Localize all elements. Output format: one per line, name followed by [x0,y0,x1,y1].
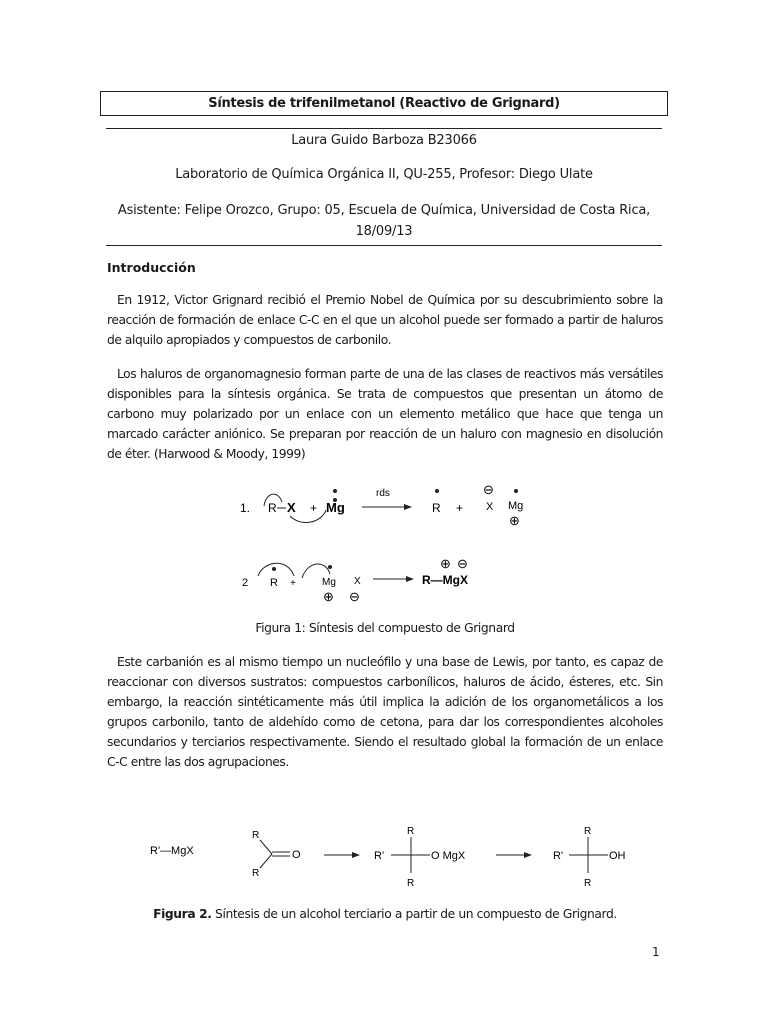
grignard-reagent: R'—MgX [150,845,194,857]
figure-1-mechanism [230,478,550,608]
page-number: 1 [652,945,660,959]
paragraph-1: En 1912, Victor Grignard recibió el Premio Nobel de Química por su descubrimiento sobre la reacción de formación de enlace C-C en el que un alcohol puede ser formado a partir de haluros de alquilo apropiados y compuestos de carbonilo. [107,293,663,347]
radical-dot [435,489,439,493]
figure-2-label: Figura 2. [153,907,212,921]
assistant-line: Asistente: Felipe Orozco, Grupo: 05, Escuela de Química, Universidad de Costa Rica, [117,203,651,218]
alcohol-r-prime: R' [553,850,564,862]
bond [260,854,272,868]
rds-label: rds [376,488,390,499]
figure-1-caption: Figura 1: Síntesis del compuesto de Grignard [255,621,515,635]
alkoxide-r-top: R [407,826,415,837]
step2-mg: Mg [322,577,336,588]
arrowhead [524,852,532,858]
step2-x: X [354,576,361,587]
curved-arrow-3 [258,563,294,576]
grignard-product: R—MgX [422,573,468,587]
top-rule [106,128,662,129]
figure-2-caption-text: Figura 2. Síntesis de un alcohol terciario a partir de un compuesto de Grignard. [153,907,617,921]
minus-charge: ⊖ [483,482,494,497]
plus-charge: ⊕ [509,513,520,528]
author-line: Laura Guido Barboza B23066 [291,133,477,148]
alcohol-r-bottom: R [584,878,592,889]
alcohol-r-top: R [584,826,592,837]
radical-dot [514,489,518,493]
alcohol-oh: OH [609,850,626,862]
carbonyl-o: O [292,849,301,861]
step1-plus: + [310,501,318,515]
step1-mg: Mg [326,500,345,515]
step2-plus-charge: ⊕ [323,589,334,604]
step1-plus-2: + [456,501,464,515]
step1-r-product: R [432,501,441,515]
alkoxide-omgx: O MgX [431,850,466,862]
step-2-number: 2 [242,577,249,589]
bottom-rule [106,245,662,246]
step2-r: R [270,577,278,589]
curved-arrow-4 [302,564,330,578]
product-minus-charge: ⊖ [457,556,468,571]
step1-x: X [287,500,296,515]
figure-2-scheme [148,820,628,892]
step1-r: R [268,501,277,515]
radical-dot [333,489,337,493]
course-line: Laboratorio de Química Orgánica II, QU-255, Profesor: Diego Ulate [175,167,593,182]
paragraph-3: Este carbanión es al mismo tiempo un nucleófilo y una base de Lewis, por tanto, es capaz de reaccionar con diversos sustratos: compuestos carbonílicos, haluros de ácido, ésteres, etc. Sin embargo, la reacción sintéticamente más útil implica la adición de los organometálicos a los grupos carbonilo, tanto de aldehído como de cetona, para dar los correspondientes alcoholes secundarios y terciarios respectivamente. Siendo el resultado global la formación de un enlace C-C entre las dos agrupaciones. [107,655,663,769]
arrowhead [406,576,414,582]
alkoxide-r-prime: R' [374,850,385,862]
radical-dot [272,567,276,571]
carbonyl-r-top: R [252,830,260,841]
step1-mg-product: Mg [508,500,524,512]
carbonyl-r-bottom: R [252,868,260,879]
step1-x-product: X [486,501,494,513]
product-plus-charge: ⊕ [440,556,451,571]
radical-dot [328,565,332,569]
arrowhead [352,852,360,858]
step-1-number: 1. [240,501,251,515]
bond [260,840,272,854]
step2-plus: + [290,578,296,589]
figure-2-caption [100,907,670,921]
alkoxide-r-bottom: R [407,878,415,889]
arrowhead [404,504,412,510]
paper-title: Síntesis de trifenilmetanol (Reactivo de Grignard) [100,91,668,116]
section-heading: Introducción [107,260,196,275]
step2-minus-charge: ⊖ [349,589,360,604]
date-line: 18/09/13 [355,224,413,239]
paragraph-2: Los haluros de organomagnesio forman parte de una de las clases de reactivos más versátiles disponibles para la síntesis orgánica. Se trata de compuestos que presentan un átomo de carbono muy polarizado por un enlace con un elemento metálico que hace que tenga un marcado carácter aniónico. Se preparan por reacción de un haluro con magnesio en disolución de éter. (Harwood & Moody, 1999) [107,367,663,461]
